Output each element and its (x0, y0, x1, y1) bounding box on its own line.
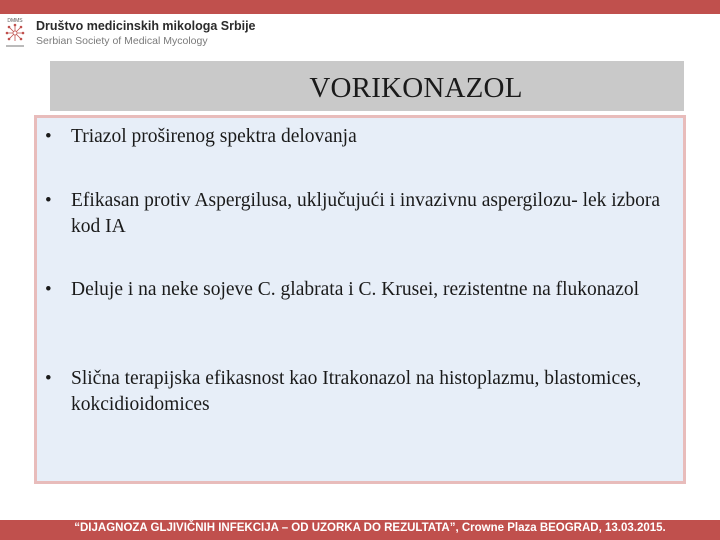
bullet-marker: • (45, 279, 52, 300)
logo-text: DMMS (7, 18, 23, 24)
bullet-text: Triazol proširenog spektra delovanja (71, 126, 357, 147)
slide-title: VORIKONAZOL (309, 72, 523, 104)
bullet-marker: • (45, 190, 52, 211)
content-panel (34, 115, 686, 484)
bullet-text: Efikasan protiv Aspergilusa, uključujući i invazivnu aspergilozu- lek izbora kod IA (71, 190, 661, 237)
society-logo-icon (2, 16, 28, 50)
footer-bar (0, 520, 720, 540)
bullet-text: Deluje i na neke sojeve C. glabrata i C. Krusei, rezistentne na flukonazol (71, 279, 640, 300)
bullet-text: Slična terapijska efikasnost kao Itrakonazol na histoplazmu, blastomices, kokcidioidomices (71, 368, 642, 415)
organization-name: Društvo medicinskih mikologa Srbije (36, 19, 256, 33)
footer-text: “DIJAGNOZA GLJIVIČNIH INFEKCIJA – OD UZORKA DO REZULTATA”, Crowne Plaza BEOGRAD, 13.03.2015. (74, 522, 666, 534)
organization-name-english: Serbian Society of Medical Mycology (36, 35, 208, 47)
bullet-marker: • (45, 368, 52, 389)
top-accent-bar (0, 0, 720, 14)
bullet-marker: • (45, 126, 52, 147)
